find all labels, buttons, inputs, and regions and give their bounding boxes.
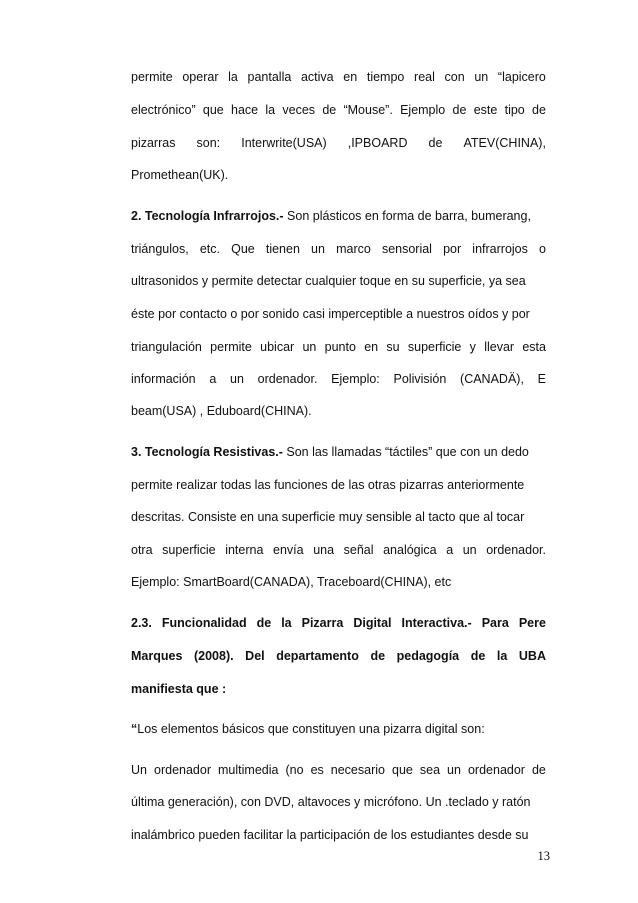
subsection-heading-line: manifiesta que : <box>131 682 227 696</box>
word: Un <box>131 763 147 777</box>
word: la <box>496 649 508 663</box>
word: de <box>428 136 443 150</box>
text-line: beam(USA) , Eduboard(CHINA). <box>131 404 312 418</box>
word: Pizarra <box>301 616 344 630</box>
word: un <box>474 70 489 84</box>
word: ordenador <box>467 763 525 777</box>
text-run: Los elementos básicos que constituyen una pizarra digital son: <box>137 722 485 736</box>
word: electrónico” <box>131 103 196 117</box>
word: pantalla <box>247 70 292 84</box>
word: un <box>447 763 461 777</box>
word: ordenador. <box>486 543 546 557</box>
text-line: última generación), con DVD, altavoces y micrófono. Un .teclado y ratón <box>131 795 531 809</box>
text-line: Ejemplo: SmartBoard(CANADA), Traceboard(CHINA), etc <box>131 575 452 589</box>
subsection-heading-line <box>131 647 546 665</box>
word: información <box>131 372 196 386</box>
word: Ejemplo: <box>331 372 380 386</box>
word: marco <box>336 242 371 256</box>
word: permite <box>131 70 173 84</box>
word: “lapicero <box>497 70 546 84</box>
word: de <box>256 616 272 630</box>
word: con <box>444 70 465 84</box>
section-heading-infrarrojos: 2. Tecnología Infrarrojos.- <box>131 209 284 223</box>
word: en <box>343 70 358 84</box>
text-line <box>131 134 546 152</box>
word: un <box>230 372 244 386</box>
word: pizarras <box>131 136 176 150</box>
word: ordenador <box>154 763 211 777</box>
word: señal <box>343 543 374 557</box>
word: Pere <box>518 616 546 630</box>
word: a <box>209 372 217 386</box>
word: tienen <box>265 242 300 256</box>
section-heading-line <box>131 207 546 225</box>
word: Polivisión <box>393 372 447 386</box>
word: Digital <box>353 616 392 630</box>
word: 2.3. <box>131 616 152 630</box>
word: ubicar <box>260 340 295 354</box>
word: etc. <box>199 242 220 256</box>
quote-line <box>131 720 546 738</box>
word: sea <box>419 763 441 777</box>
word: (2008). <box>193 649 234 663</box>
word: UBA <box>518 649 546 663</box>
text-line <box>131 338 546 356</box>
word: superficie <box>407 340 462 354</box>
word: infrarrojos <box>472 242 528 256</box>
section-heading-resistivas: 3. Tecnología Resistivas.- <box>131 445 283 459</box>
word: una <box>313 543 335 557</box>
word: de <box>470 649 486 663</box>
word: este <box>473 103 498 117</box>
word: es <box>310 763 324 777</box>
section-heading-line <box>131 443 546 461</box>
word: un <box>462 543 477 557</box>
word: permite <box>210 340 252 354</box>
text-run: Son plásticos en forma de barra, bumerang, <box>283 209 531 223</box>
word: un <box>311 242 325 256</box>
word: hace <box>231 103 259 117</box>
word: envía <box>273 543 304 557</box>
word: la <box>265 103 276 117</box>
word: Marques <box>131 649 183 663</box>
text-line: éste por contacto o por sonido casi imperceptible a nuestros oídos y por <box>131 307 530 321</box>
word: que <box>392 763 413 777</box>
word: ordenador. <box>257 372 318 386</box>
word: de <box>370 649 386 663</box>
word: triangulación <box>131 340 202 354</box>
word: multimedia <box>218 763 279 777</box>
opening-quote: “ <box>131 722 138 736</box>
word: por <box>443 242 462 256</box>
word: analógica <box>383 543 437 557</box>
word: operar <box>182 70 219 84</box>
text-line: descritas. Consiste en una superficie muy sensible al tacto que al tocar <box>131 510 525 524</box>
word: Funcionalidad <box>161 616 247 630</box>
text-line <box>131 761 546 779</box>
word: de <box>322 103 337 117</box>
word: de <box>532 103 546 117</box>
text-line: inalámbrico pueden facilitar la participación de los estudiantes desde su <box>131 828 529 842</box>
word: de <box>452 103 467 117</box>
word: o <box>539 242 546 256</box>
word: y <box>469 340 476 354</box>
text-line: Promethean(UK). <box>131 168 229 182</box>
word: llevar <box>484 340 515 354</box>
word: la <box>281 616 292 630</box>
word: veces <box>282 103 316 117</box>
word: superficie <box>162 543 216 557</box>
text-line: ultrasonidos y permite detectar cualquier toque en su superficie, ya sea <box>131 274 526 288</box>
word: Del <box>245 649 265 663</box>
word: un <box>302 340 317 354</box>
text-run: Son las llamadas “táctiles” que con un dedo <box>282 445 529 459</box>
subsection-heading-line <box>131 614 546 632</box>
word: E <box>537 372 546 386</box>
word: son: <box>196 136 221 150</box>
page-number: 13 <box>537 849 550 863</box>
text-line <box>131 68 546 86</box>
word: real <box>414 70 435 84</box>
word: pedagogía <box>396 649 460 663</box>
word: Ejemplo <box>400 103 446 117</box>
word: otra <box>131 543 153 557</box>
text-line: permite realizar todas las funciones de las otras pizarras anteriormente <box>131 478 525 492</box>
text-line <box>131 240 546 258</box>
word: “Mouse”. <box>343 103 393 117</box>
word: en <box>364 340 379 354</box>
word: que <box>202 103 224 117</box>
word: la <box>228 70 238 84</box>
text-line <box>131 101 546 119</box>
word: activa <box>300 70 334 84</box>
word: necesario <box>330 763 385 777</box>
word: Interwrite(USA) <box>241 136 327 150</box>
word: sensorial <box>381 242 432 256</box>
word: tipo <box>504 103 525 117</box>
word: departamento <box>276 649 359 663</box>
word: (CANADÄ), <box>460 372 524 386</box>
word: Que <box>231 242 255 256</box>
word: Interactiva.- <box>401 616 472 630</box>
word: esta <box>522 340 546 354</box>
word: de <box>531 763 546 777</box>
text-line <box>131 370 546 388</box>
word: ,IPBOARD <box>347 136 408 150</box>
word: (no <box>285 763 304 777</box>
word: punto <box>324 340 356 354</box>
word: a <box>446 543 454 557</box>
word: interna <box>225 543 264 557</box>
word: Para <box>481 616 509 630</box>
word: ATEV(CHINA), <box>463 136 546 150</box>
word: tiempo <box>366 70 405 84</box>
text-line <box>131 541 546 559</box>
word: triángulos, <box>131 242 189 256</box>
word: su <box>386 340 400 354</box>
